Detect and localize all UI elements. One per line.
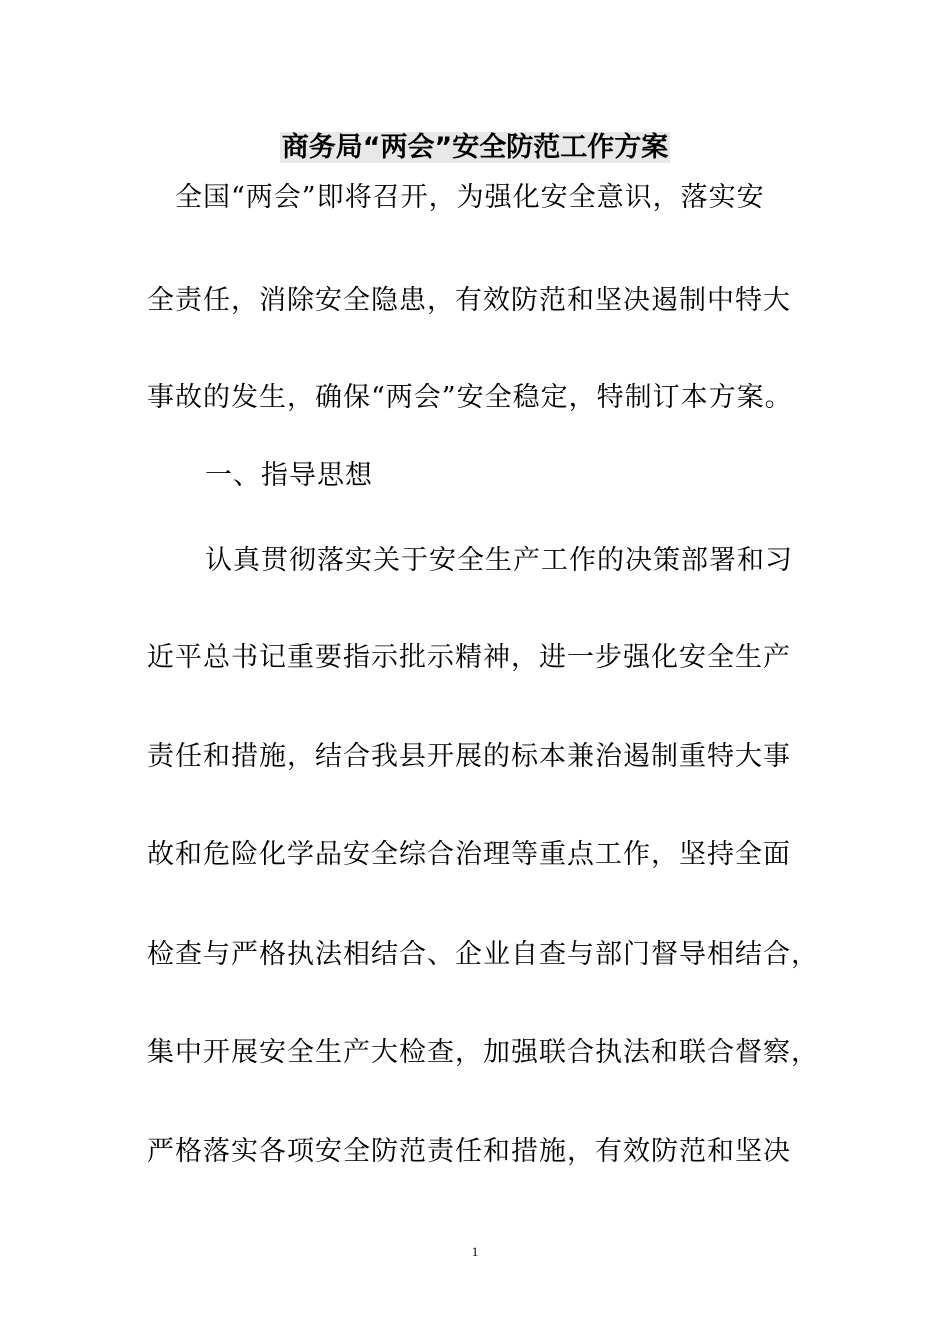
- paragraph-line: 检查与严格执法相结合、企业自查与部门督导相结合，: [147, 939, 819, 970]
- section-heading: 一、指导思想: [205, 460, 373, 491]
- paragraph-line: 全责任，消除安全隐患，有效防范和坚决遏制中特大: [147, 285, 791, 316]
- paragraph-line: 近平总书记重要指示批示精神，进一步强化安全生产: [147, 642, 791, 673]
- paragraph-line: 认真贯彻落实关于安全生产工作的决策部署和习: [205, 545, 793, 576]
- page-number: 1: [471, 1244, 479, 1259]
- paragraph-line: 集中开展安全生产大检查，加强联合执法和联合督察，: [147, 1037, 819, 1068]
- paragraph-line: 故和危险化学品安全综合治理等重点工作，坚持全面: [147, 839, 791, 870]
- paragraph-line: 全国“两会”即将召开，为强化安全意识，落实安: [175, 182, 765, 213]
- paragraph-line: 事故的发生，确保“两会”安全稳定，特制订本方案。: [147, 382, 793, 413]
- document-title: [0, 128, 950, 168]
- paragraph-line: 严格落实各项安全防范责任和措施，有效防范和坚决: [147, 1136, 791, 1167]
- title-text: 商务局“两会”安全防范工作方案: [281, 132, 669, 163]
- paragraph-line: 责任和措施，结合我县开展的标本兼治遏制重特大事: [147, 741, 791, 772]
